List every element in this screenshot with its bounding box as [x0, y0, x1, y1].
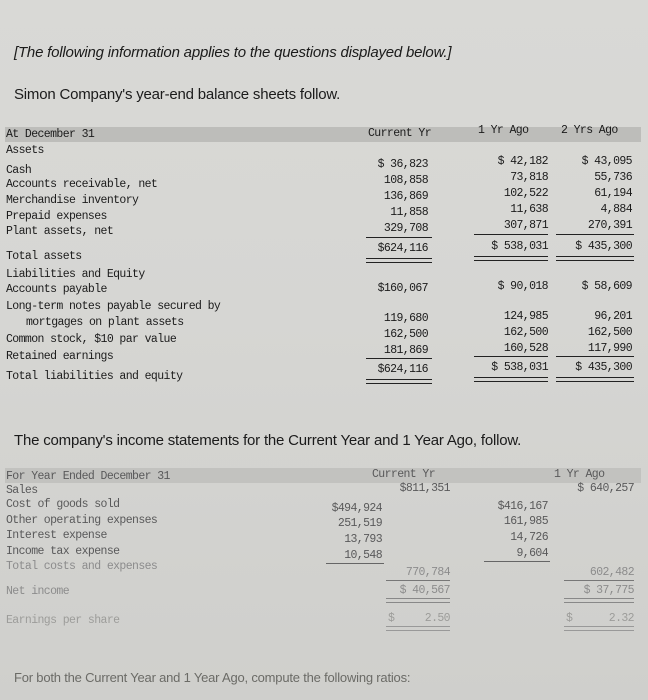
bs-total-assets-c3: $ 435,300	[575, 240, 632, 253]
income-heading: The company's income statements for the Current Year and 1 Year Ago, follow.	[14, 432, 522, 449]
bs-ap-c1: $160,067	[377, 282, 428, 295]
bs-row-label: Merchandise inventory	[6, 194, 139, 207]
bs-ap-label: Accounts payable	[6, 283, 107, 296]
rule	[474, 356, 548, 357]
bs-total-le-c2: $ 538,031	[491, 361, 548, 374]
rule	[366, 237, 432, 238]
bs-row-c3: 61,194	[594, 187, 632, 200]
is-net-c1: $ 40,567	[399, 584, 450, 597]
rule	[386, 580, 450, 581]
is-row-c2: 14,726	[510, 531, 548, 544]
bs-row-c1: $ 36,823	[377, 158, 428, 171]
bs-header-label: At December 31	[6, 128, 95, 141]
bs-ap-c3: $ 58,609	[581, 280, 632, 293]
bs-retained-c1: 181,869	[383, 344, 428, 357]
bs-total-assets-c2: $ 538,031	[491, 240, 548, 253]
bs-row-label: Cash	[6, 164, 32, 177]
is-sales-c2: $ 640,257	[577, 482, 634, 495]
is-net-c2: $ 37,775	[583, 584, 634, 597]
bs-row-c3: $ 43,095	[581, 155, 632, 168]
bs-common-c2: 162,500	[503, 326, 548, 339]
double-rule	[564, 626, 634, 631]
is-row-c2: 161,985	[503, 515, 548, 528]
bs-common-c1: 162,500	[383, 328, 428, 341]
bs-row-c1: 11,858	[390, 206, 428, 219]
double-rule	[366, 379, 432, 384]
bs-header-1yr: 1 Yr Ago	[478, 124, 529, 137]
bs-retained-label: Retained earnings	[6, 350, 114, 363]
bs-row-c2: $ 42,182	[497, 155, 548, 168]
is-row-c2: $416,167	[497, 500, 548, 513]
rule	[556, 234, 634, 235]
is-eps-label: Earnings per share	[6, 614, 120, 627]
rule	[474, 234, 548, 235]
bs-row-c2: 102,522	[503, 187, 548, 200]
bs-row-label: Plant assets, net	[6, 225, 114, 238]
bs-notes-c3: 96,201	[594, 310, 632, 323]
is-total-c2: 602,482	[589, 566, 634, 579]
double-rule	[474, 256, 548, 261]
bs-total-le-label: Total liabilities and equity	[6, 370, 183, 383]
bs-retained-c3: 117,990	[587, 342, 632, 355]
bs-common-label: Common stock, $10 par value	[6, 333, 177, 346]
bs-row-c2: 73,818	[510, 171, 548, 184]
is-sales-label: Sales	[6, 484, 38, 497]
is-sales-c1: $811,351	[399, 482, 450, 495]
bs-total-assets-c1: $624,116	[377, 242, 428, 255]
double-rule	[556, 256, 634, 261]
footer-instruction: For both the Current Year and 1 Year Ago, compute the following ratios:	[14, 670, 411, 685]
is-row-c1: 13,793	[344, 533, 382, 546]
rule	[366, 358, 432, 359]
double-rule	[386, 626, 450, 631]
is-eps-c2-sign: $	[566, 612, 573, 625]
bs-row-c2: 307,871	[503, 219, 548, 232]
bs-notes-label1: Long-term notes payable secured by	[6, 300, 221, 313]
is-net-label: Net income	[6, 585, 70, 598]
bs-row-c2: 11,638	[510, 203, 548, 216]
is-eps-c1: 2.50	[424, 612, 450, 625]
is-total-label: Total costs and expenses	[6, 560, 158, 573]
is-row-c1: 10,548	[344, 549, 382, 562]
bs-assets-label: Assets	[6, 144, 44, 157]
is-row-label: Income tax expense	[6, 545, 120, 558]
is-row-label: Other operating expenses	[6, 514, 158, 527]
bs-ap-c2: $ 90,018	[497, 280, 548, 293]
bs-liab-label: Liabilities and Equity	[6, 268, 145, 281]
is-header-1yr: 1 Yr Ago	[554, 468, 605, 481]
bs-total-assets-label: Total assets	[6, 250, 82, 263]
rule	[326, 563, 384, 564]
bs-row-c1: 136,869	[383, 190, 428, 203]
bs-row-c3: 270,391	[587, 219, 632, 232]
bs-header-current: Current Yr	[368, 127, 432, 140]
rule	[564, 580, 634, 581]
is-header-label: For Year Ended December 31	[6, 470, 170, 483]
bs-retained-c2: 160,528	[503, 342, 548, 355]
bs-row-label: Prepaid expenses	[6, 210, 107, 223]
bs-notes-label: mortgages on plant assets	[26, 316, 184, 329]
bs-notes-c1: 119,680	[383, 312, 428, 325]
bs-row-c1: 108,858	[383, 174, 428, 187]
bs-total-le-c3: $ 435,300	[575, 361, 632, 374]
double-rule	[556, 377, 634, 382]
is-row-c1: $494,924	[331, 502, 382, 515]
double-rule	[366, 258, 432, 263]
rule	[556, 356, 634, 357]
bs-header-2yr: 2 Yrs Ago	[561, 124, 618, 137]
bs-row-c1: 329,708	[383, 222, 428, 235]
is-row-label: Cost of goods sold	[6, 498, 120, 511]
intro-text: [The following information applies to the questions displayed below.]	[14, 44, 452, 61]
bs-total-le-c1: $624,116	[377, 363, 428, 376]
double-rule	[474, 377, 548, 382]
bs-common-c3: 162,500	[587, 326, 632, 339]
double-rule	[564, 598, 634, 603]
balance-heading: Simon Company's year-end balance sheets follow.	[14, 86, 341, 103]
bs-row-c3: 4,884	[600, 203, 632, 216]
is-total-c1: 770,784	[405, 566, 450, 579]
balance-header-bar	[5, 127, 641, 142]
is-row-c1: 251,519	[337, 517, 382, 530]
is-header-current: Current Yr	[372, 468, 436, 481]
rule	[484, 561, 550, 562]
bs-notes-c2: 124,985	[503, 310, 548, 323]
bs-row-label: Accounts receivable, net	[6, 178, 158, 191]
is-row-c2: 9,604	[516, 547, 548, 560]
is-row-label: Interest expense	[6, 529, 107, 542]
double-rule	[386, 598, 450, 603]
is-eps-c1-sign: $	[388, 612, 395, 625]
is-eps-c2: 2.32	[608, 612, 634, 625]
bs-row-c3: 55,736	[594, 171, 632, 184]
